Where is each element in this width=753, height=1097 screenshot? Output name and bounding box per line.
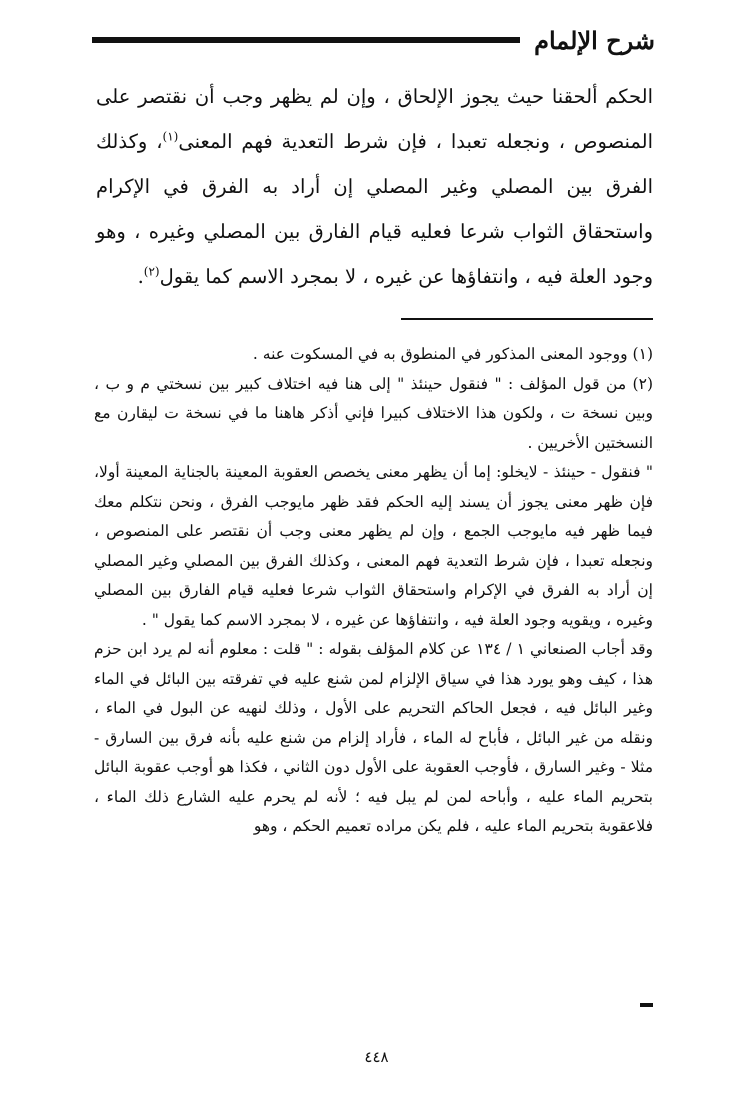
footnote-quote: " فنقول - حينئذ - لايخلو: إما أن يظهر معنى يخصص العقوبة المعينة بالجناية المعينة أولا، فإن ظهر معنى يجوز أن يسند إليه الحكم فقد ظهر مايوجب الفرق ، ونحن نتكلم معك فيما ظهر فيه مايوجب الجمع ، وإن لم يظهر معنى وجب أن نقتصر على المنصوص ، ونجعله تعبدا ، فإن شرط التعدية فهم المعنى ، وكذلك الفرق بين المصلي وغير المصلي إن أراد به الفرق في الإكرام واستحقاق الثواب شرعا فعليه قيام الفارق بين المصلي وغيره ، ويقويه وجود العلة فيه ، وانتفاؤها عن غيره ، لا بمجرد الاسم كما يقول " . xyxy=(94,463,653,629)
main-text-block xyxy=(96,74,653,299)
footnote-2: (٢) من قول المؤلف : " فنقول حينئذ " إلى هنا فيه اختلاف كبير بين نسختي م و ب ، وبين نسخة ت ، ولكون هذا الاختلاف كبيرا فإني أذكر هاهنا ما في نسخة ت ليقارن مع النسختين الأخريين . xyxy=(94,374,653,452)
footnote-1: (١) ووجود المعنى المذكور في المنطوق به في المسكوت عنه . xyxy=(252,345,653,363)
footnote-ref-1: (١) xyxy=(162,129,179,144)
page-header xyxy=(92,22,655,58)
main-paragraph xyxy=(96,74,653,299)
page-number: ٤٤٨ xyxy=(364,1048,389,1066)
main-text-end: . xyxy=(137,265,144,288)
footnote-ref-2: (٢) xyxy=(143,264,160,279)
main-text-part-1: الحكم ألحقنا حيث يجوز الإلحاق ، وإن لم يظهر وجب أن نقتصر على المنصوص ، ونجعله تعبدا ، فإن شرط التعدية فهم المعنى xyxy=(96,85,653,153)
footnote-separator xyxy=(401,318,653,320)
header-rule xyxy=(92,37,520,43)
continuation-dash xyxy=(640,1003,653,1007)
main-text-part-2: ، وكذلك الفرق بين المصلي وغير المصلي إن أراد به الفرق في الإكرام واستحقاق الثواب شرعا فعليه قيام الفارق بين المصلي وغيره ، وهو وجود العلة فيه ، وانتفاؤها عن غيره ، لا بمجرد الاسم كما يقول xyxy=(96,130,653,288)
running-title: شرح الإلمام xyxy=(534,25,655,55)
footnote-sanani: وقد أجاب الصنعاني ١ / ١٣٤ عن كلام المؤلف بقوله : " قلت : معلوم أنه لم يرد ابن حزم هذا ، كيف وهو يورد هذا في سياق الإلزام لمن شنع عليه في تفرقته بين البائل في الماء وغير البائل فيه ، فجعل الحاكم التحريم على الأول ، وذلك لنهيه عن البول في الماء ، ونقله من غير البائل ، فأباح له الماء ، فأراد إلزام من شنع عليه بأنه فرق بين السارق - مثلا - وغير السارق ، فأوجب العقوبة على الأول دون الثاني ، فكذا هو أوجب عقوبة البائل بتحريم الماء عليه ، وأباحه لمن لم يبل فيه ؛ لأنه لم يحرم عليه الشارع ذلك الماء ، فلاعقوبة بتحريم الماء عليه ، فلم يكن مراده تعميم الحكم ، وهو xyxy=(94,640,653,835)
footnotes-block xyxy=(94,340,653,842)
